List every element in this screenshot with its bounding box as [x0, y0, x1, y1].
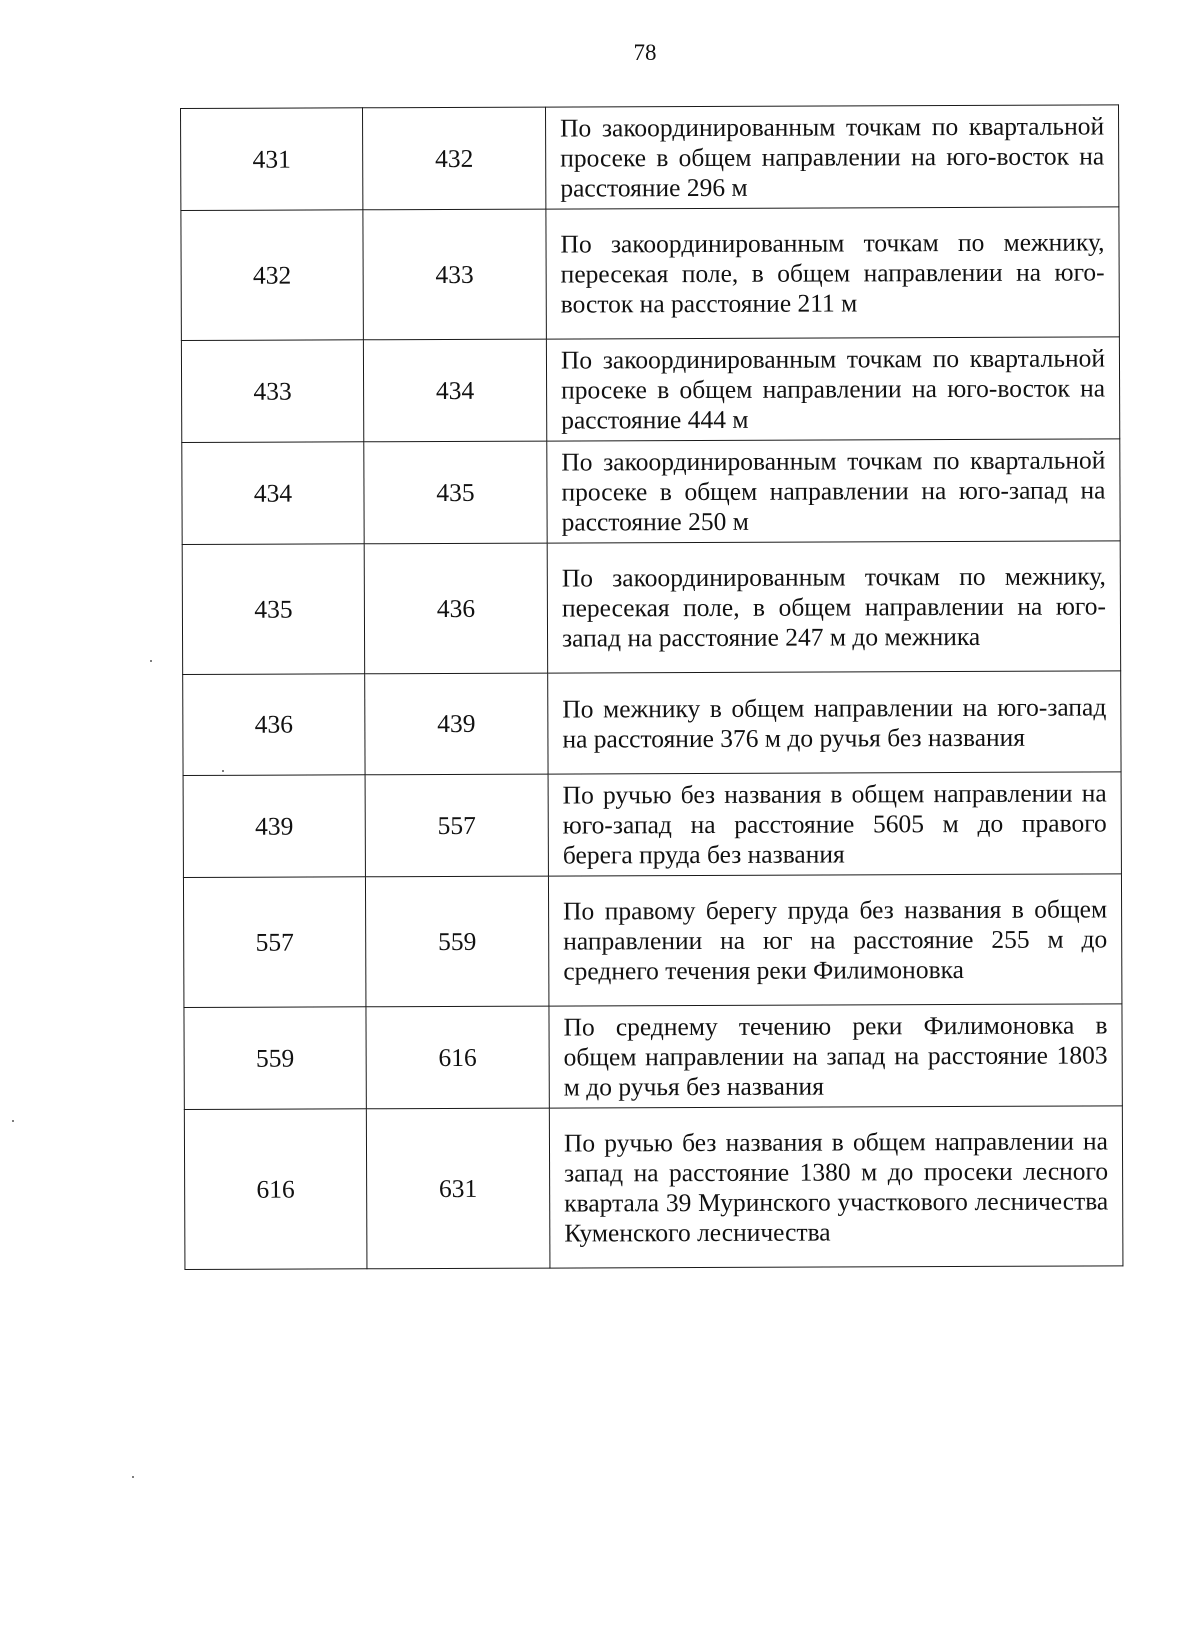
- route-description-cell: По ручью без названия в общем направлении на юго-запад на расстояние 5605 м до правого берега пруда без названия: [548, 772, 1121, 876]
- scan-speck: [132, 1476, 134, 1478]
- from-point-cell: 432: [181, 210, 363, 341]
- from-point-cell: 616: [184, 1109, 367, 1270]
- from-point-cell: 433: [181, 340, 363, 443]
- route-description-cell: По межнику в общем направлении на юго-запад на расстояние 376 м до ручья без названия: [548, 671, 1121, 774]
- route-description-cell: По закоординированным точкам по квартальной просеке в общем направлении на юго-восток на расстояние 296 м: [545, 105, 1118, 209]
- from-point-cell: 436: [183, 674, 365, 776]
- table-row: [183, 671, 1121, 776]
- table-row: [181, 337, 1119, 443]
- route-description-cell: По правому берегу пруда без названия в общем направлении на юг на расстояние 255 м до среднего течения реки Филимоновка: [548, 874, 1121, 1006]
- route-description-cell: По закоординированным точкам по межнику, пересекая поле, в общем направлении на юго-запад на расстояние 247 м до межника: [547, 541, 1120, 673]
- table-row: [181, 207, 1119, 341]
- to-point-cell: 557: [365, 774, 548, 877]
- from-point-cell: 557: [183, 877, 365, 1008]
- to-point-cell: 434: [363, 339, 546, 442]
- route-description-cell: По ручью без названия в общем направлении на запад на расстояние 1380 м до просеки лесного квартала 39 Муринского участкового лесничества Куменского лесничества: [549, 1106, 1123, 1268]
- scan-speck: [222, 770, 224, 772]
- to-point-cell: 435: [364, 441, 547, 544]
- table-row: [183, 874, 1121, 1008]
- from-point-cell: 559: [184, 1007, 366, 1110]
- to-point-cell: 433: [363, 209, 546, 340]
- table-row: [184, 1106, 1123, 1270]
- from-point-cell: 434: [182, 442, 364, 545]
- table-row: [184, 1004, 1122, 1110]
- table-row: [181, 105, 1119, 211]
- from-point-cell: 431: [181, 108, 363, 211]
- from-point-cell: 439: [183, 775, 365, 878]
- table-row: [182, 541, 1120, 675]
- to-point-cell: 559: [365, 876, 548, 1007]
- route-description-cell: По закоординированным точкам по квартальной просеке в общем направлении на юго-восток на расстояние 444 м: [546, 337, 1119, 441]
- scan-speck: [150, 660, 152, 662]
- from-point-cell: 435: [182, 544, 364, 675]
- table-row: [183, 772, 1121, 878]
- to-point-cell: 439: [365, 673, 548, 775]
- to-point-cell: 432: [363, 107, 546, 210]
- route-description-cell: По среднему течению реки Филимоновка в общем направлении на запад на расстояние 1803 м до ручья без названия: [549, 1004, 1122, 1108]
- route-description-cell: По закоординированным точкам по квартальной просеке в общем направлении на юго-запад на расстояние 250 м: [547, 439, 1120, 543]
- to-point-cell: 616: [366, 1006, 549, 1109]
- to-point-cell: 631: [366, 1108, 550, 1269]
- boundary-description-table: [180, 104, 1123, 1270]
- route-description-cell: По закоординированным точкам по межнику, пересекая поле, в общем направлении на юго-восток на расстояние 211 м: [546, 207, 1119, 339]
- scan-speck: [12, 1120, 14, 1122]
- to-point-cell: 436: [364, 543, 547, 674]
- table-row: [182, 439, 1120, 545]
- page-number: 78: [633, 40, 657, 65]
